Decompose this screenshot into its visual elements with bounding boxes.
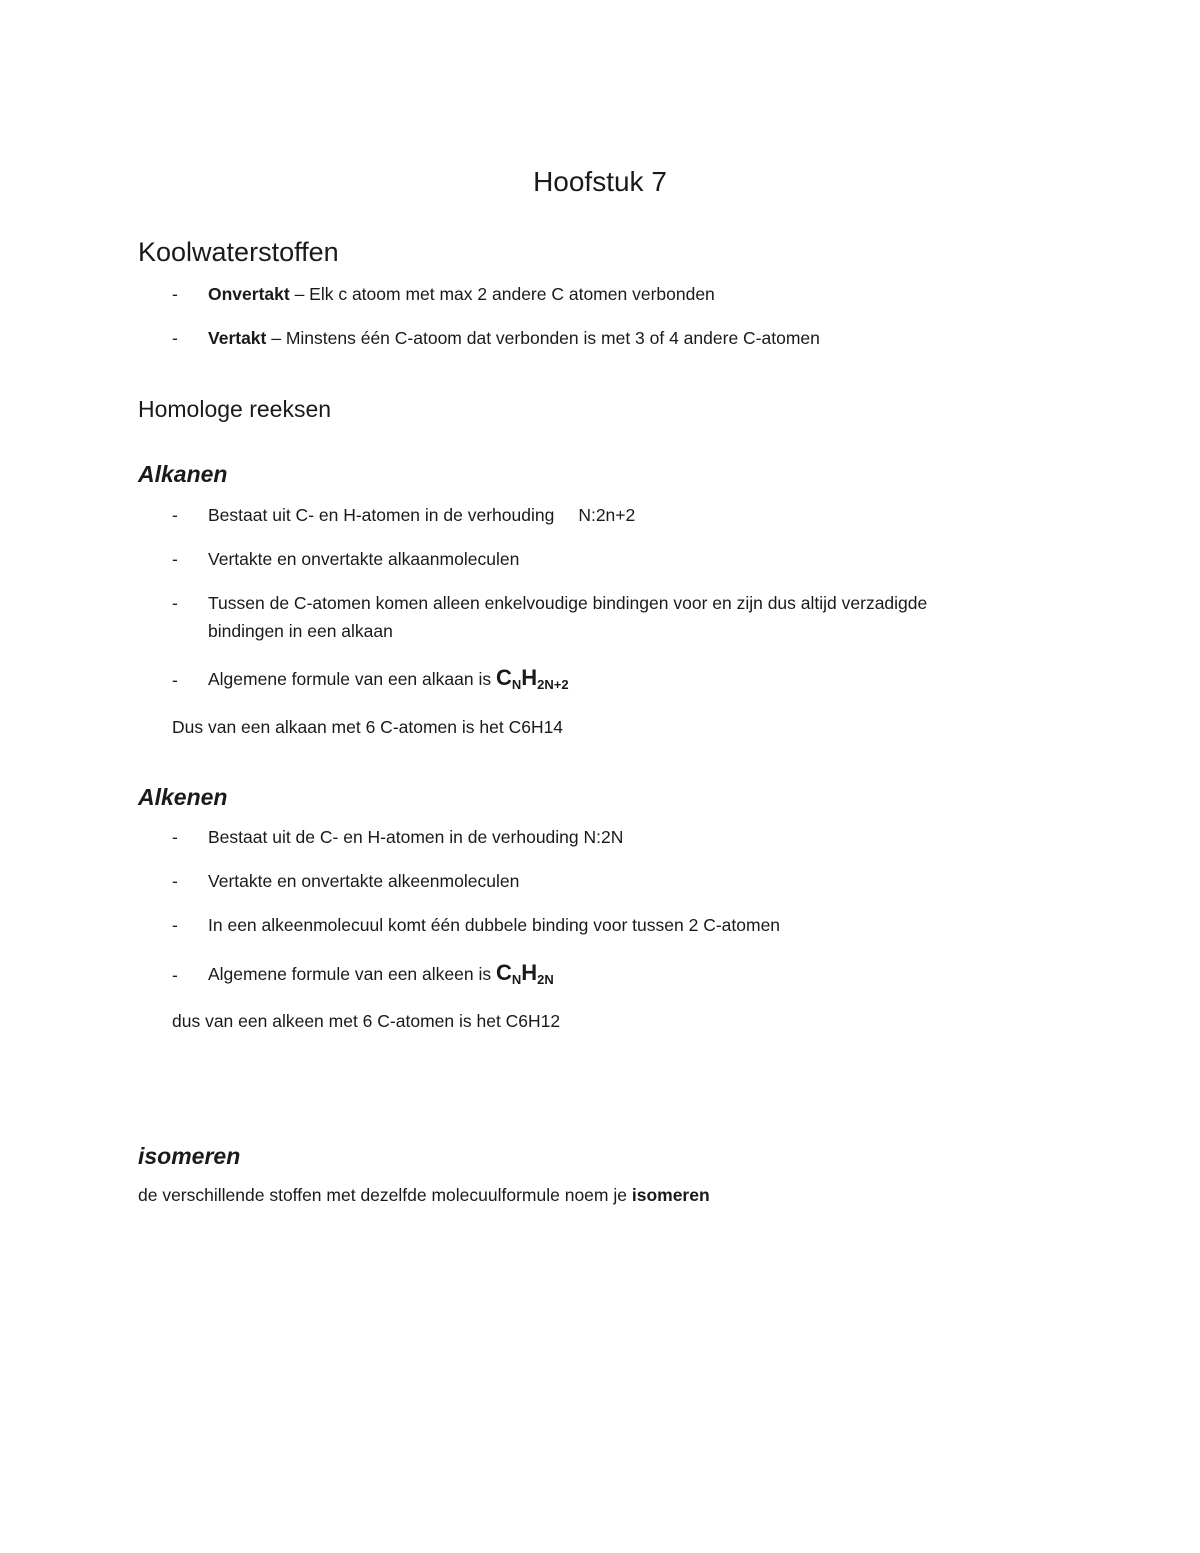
page-title: Hoofstuk 7: [533, 166, 667, 197]
list-dash: -: [172, 328, 178, 348]
list-dash: -: [172, 965, 178, 985]
alkenen-note: dus van een alkeen met 6 C-atomen is het C6H12: [172, 1011, 561, 1031]
isomeren-definition: [138, 1185, 710, 1206]
alkanen-formule-text: Algemene formule van een alkaan is: [208, 669, 496, 689]
isomeren-text: de verschillende stoffen met dezelfde molecuulformule noem je: [138, 1185, 632, 1205]
list-item-onvertakt: [208, 284, 715, 305]
list-dash: -: [172, 915, 178, 935]
list-item-alkanen-bindingen-cont: bindingen in een alkaan: [208, 621, 393, 641]
list-dash: -: [172, 670, 178, 690]
term-onvertakt: Onvertakt: [208, 284, 290, 304]
list-dash: -: [172, 505, 178, 525]
list-item-alkenen-vertakt: Vertakte en onvertakte alkeenmoleculen: [208, 871, 520, 891]
heading-alkenen: Alkenen: [138, 784, 228, 810]
list-item-alkenen-verhouding: Bestaat uit de C- en H-atomen in de verhouding N:2N: [208, 827, 624, 847]
heading-koolwaterstoffen: Koolwaterstoffen: [138, 237, 339, 267]
list-dash: -: [172, 827, 178, 847]
list-item-alkenen-formule: [208, 960, 554, 987]
list-item-vertakt: [208, 328, 820, 349]
definition-vertakt: – Minstens één C-atoom dat verbonden is met 3 of 4 andere C-atomen: [266, 328, 820, 348]
alkenen-formule-text: Algemene formule van een alkeen is: [208, 964, 496, 984]
list-item-alkanen-formule: [208, 665, 569, 692]
heading-homologe-reeksen: Homologe reeksen: [138, 396, 332, 422]
list-dash: -: [172, 549, 178, 569]
alkaan-formula: $C_NH_{2N+2}$: [495, 665, 569, 692]
heading-isomeren: isomeren: [138, 1143, 241, 1169]
definition-onvertakt: – Elk c atoom met max 2 andere C atomen verbonden: [289, 284, 715, 304]
list-dash: -: [172, 871, 178, 891]
list-dash: -: [172, 593, 178, 613]
list-item-alkanen-vertakt: Vertakte en onvertakte alkaanmoleculen: [208, 549, 520, 569]
alkanen-note: Dus van een alkaan met 6 C-atomen is het C6H14: [172, 717, 564, 737]
list-dash: -: [172, 284, 178, 304]
heading-alkanen: Alkanen: [138, 461, 228, 487]
list-item-alkenen-dubbele-binding: In een alkeenmolecuul komt één dubbele binding voor tussen 2 C-atomen: [208, 915, 781, 935]
alkeen-formula: $C_NH_{2N}$: [495, 960, 554, 987]
list-item-alkanen-verhouding: [208, 505, 635, 526]
term-vertakt: Vertakt: [208, 328, 267, 348]
alkanen-verhouding-text: Bestaat uit C- en H-atomen in de verhouding: [208, 505, 555, 525]
list-item-alkanen-bindingen: Tussen de C-atomen komen alleen enkelvoudige bindingen voor en zijn dus altijd verzadigde: [208, 593, 928, 613]
alkanen-ratio: N:2n+2: [578, 505, 636, 525]
isomeren-term: isomeren: [631, 1185, 710, 1205]
